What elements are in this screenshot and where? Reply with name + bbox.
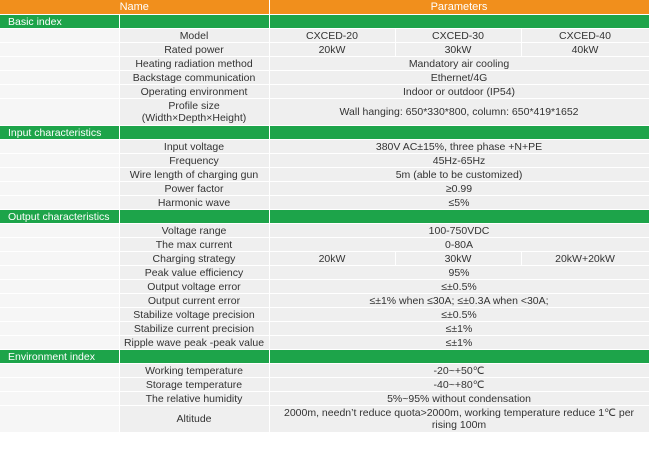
row-gutter: [0, 85, 119, 99]
param-name: Stabilize current precision: [119, 322, 269, 336]
param-value: 40kW: [521, 43, 649, 57]
section-spacer: [119, 350, 269, 364]
param-name: Frequency: [119, 154, 269, 168]
param-value: 5%~95% without condensation: [269, 392, 649, 406]
param-name: Wire length of charging gun: [119, 168, 269, 182]
param-value: ≥0.99: [269, 182, 649, 196]
table-row: [0, 224, 649, 238]
param-value: CXCED-20: [269, 29, 395, 43]
section-title: Basic index: [0, 15, 119, 29]
table-row: [0, 196, 649, 210]
param-value: Mandatory air cooling: [269, 57, 649, 71]
table-row: [0, 154, 649, 168]
table-row: [0, 392, 649, 406]
param-name-line: (Width×Depth×Height): [141, 112, 247, 124]
param-name: Backstage communication: [119, 71, 269, 85]
param-name: Output voltage error: [119, 280, 269, 294]
section-title: Input characteristics: [0, 126, 119, 140]
param-value: 20kW: [269, 43, 395, 57]
param-value-line: rising 100m: [431, 419, 487, 431]
param-value: ≤±1%: [269, 322, 649, 336]
table-row: [0, 252, 649, 266]
table-row: [0, 71, 649, 85]
table-row: [0, 85, 649, 99]
param-value-line: 2000m, needn’t reduce quota>2000m, working temperature reduce 1℃ per: [283, 407, 635, 419]
row-gutter: [0, 71, 119, 85]
param-name: Stabilize voltage precision: [119, 308, 269, 322]
row-gutter: [0, 378, 119, 392]
table-row: [0, 294, 649, 308]
section-spacer: [269, 350, 649, 364]
param-name: Working temperature: [119, 364, 269, 378]
row-gutter: [0, 154, 119, 168]
section-spacer: [269, 15, 649, 29]
row-gutter: [0, 238, 119, 252]
row-gutter: [0, 392, 119, 406]
row-gutter: [0, 294, 119, 308]
param-value: 95%: [269, 266, 649, 280]
section-spacer: [119, 210, 269, 224]
header-row: [0, 0, 649, 15]
param-name: Storage temperature: [119, 378, 269, 392]
param-value: [269, 406, 649, 433]
param-name: The relative humidity: [119, 392, 269, 406]
param-value: 0-80A: [269, 238, 649, 252]
row-gutter: [0, 196, 119, 210]
table-row: [0, 336, 649, 350]
param-name: Output current error: [119, 294, 269, 308]
param-value: 20kW+20kW: [521, 252, 649, 266]
param-name-line: Profile size: [168, 100, 220, 112]
table-row: [0, 57, 649, 71]
row-gutter: [0, 308, 119, 322]
section-title: Environment index: [0, 350, 119, 364]
header-parameters: Parameters: [269, 0, 649, 15]
table-row: [0, 238, 649, 252]
table-row: [0, 406, 649, 433]
table-row: [0, 266, 649, 280]
param-name: Input voltage: [119, 140, 269, 154]
row-gutter: [0, 364, 119, 378]
row-gutter: [0, 252, 119, 266]
row-gutter: [0, 43, 119, 57]
param-value: ≤±0.5%: [269, 280, 649, 294]
table-row: [0, 322, 649, 336]
row-gutter: [0, 99, 119, 126]
param-value: CXCED-40: [521, 29, 649, 43]
row-gutter: [0, 57, 119, 71]
section-basic-index: [0, 15, 649, 29]
row-gutter: [0, 322, 119, 336]
table-row: [0, 182, 649, 196]
param-name: The max current: [119, 238, 269, 252]
param-name: Heating radiation method: [119, 57, 269, 71]
param-name: Ripple wave peak -peak value: [119, 336, 269, 350]
param-value: ≤±1%: [269, 336, 649, 350]
row-gutter: [0, 182, 119, 196]
section-spacer: [119, 126, 269, 140]
param-value: 45Hz-65Hz: [269, 154, 649, 168]
param-value: 380V AC±15%, three phase +N+PE: [269, 140, 649, 154]
header-name: Name: [0, 0, 269, 15]
param-name: Power factor: [119, 182, 269, 196]
param-value: ≤±0.5%: [269, 308, 649, 322]
param-value: -20~+50℃: [269, 364, 649, 378]
param-value: 30kW: [395, 252, 521, 266]
row-gutter: [0, 140, 119, 154]
param-name: Charging strategy: [119, 252, 269, 266]
row-gutter: [0, 29, 119, 43]
row-gutter: [0, 406, 119, 433]
param-name: [119, 99, 269, 126]
param-value: 20kW: [269, 252, 395, 266]
table-row: [0, 140, 649, 154]
param-value: Wall hanging: 650*330*800, column: 650*419*1652: [269, 99, 649, 126]
table-row: [0, 43, 649, 57]
param-name: Operating environment: [119, 85, 269, 99]
section-spacer: [269, 210, 649, 224]
param-value: Indoor or outdoor (IP54): [269, 85, 649, 99]
section-output-characteristics: [0, 210, 649, 224]
section-spacer: [269, 126, 649, 140]
row-gutter: [0, 336, 119, 350]
row-gutter: [0, 266, 119, 280]
table-row: [0, 168, 649, 182]
section-environment-index: [0, 350, 649, 364]
param-name: Model: [119, 29, 269, 43]
row-gutter: [0, 168, 119, 182]
table-row: [0, 29, 649, 43]
param-value: ≤5%: [269, 196, 649, 210]
table-row: [0, 378, 649, 392]
param-name: Voltage range: [119, 224, 269, 238]
param-value: 100-750VDC: [269, 224, 649, 238]
section-input-characteristics: [0, 126, 649, 140]
param-value: Ethernet/4G: [269, 71, 649, 85]
param-value: -40~+80℃: [269, 378, 649, 392]
section-title: Output characteristics: [0, 210, 119, 224]
param-value: ≤±1% when ≤30A; ≤±0.3A when <30A;: [269, 294, 649, 308]
section-spacer: [119, 15, 269, 29]
param-name: Harmonic wave: [119, 196, 269, 210]
table-row: [0, 308, 649, 322]
table-row: [0, 99, 649, 126]
row-gutter: [0, 224, 119, 238]
param-name: Rated power: [119, 43, 269, 57]
table-row: [0, 364, 649, 378]
param-value: 30kW: [395, 43, 521, 57]
table-row: [0, 280, 649, 294]
row-gutter: [0, 280, 119, 294]
param-value: CXCED-30: [395, 29, 521, 43]
param-name: Altitude: [119, 406, 269, 433]
param-value: 5m (able to be customized): [269, 168, 649, 182]
param-name: Peak value efficiency: [119, 266, 269, 280]
